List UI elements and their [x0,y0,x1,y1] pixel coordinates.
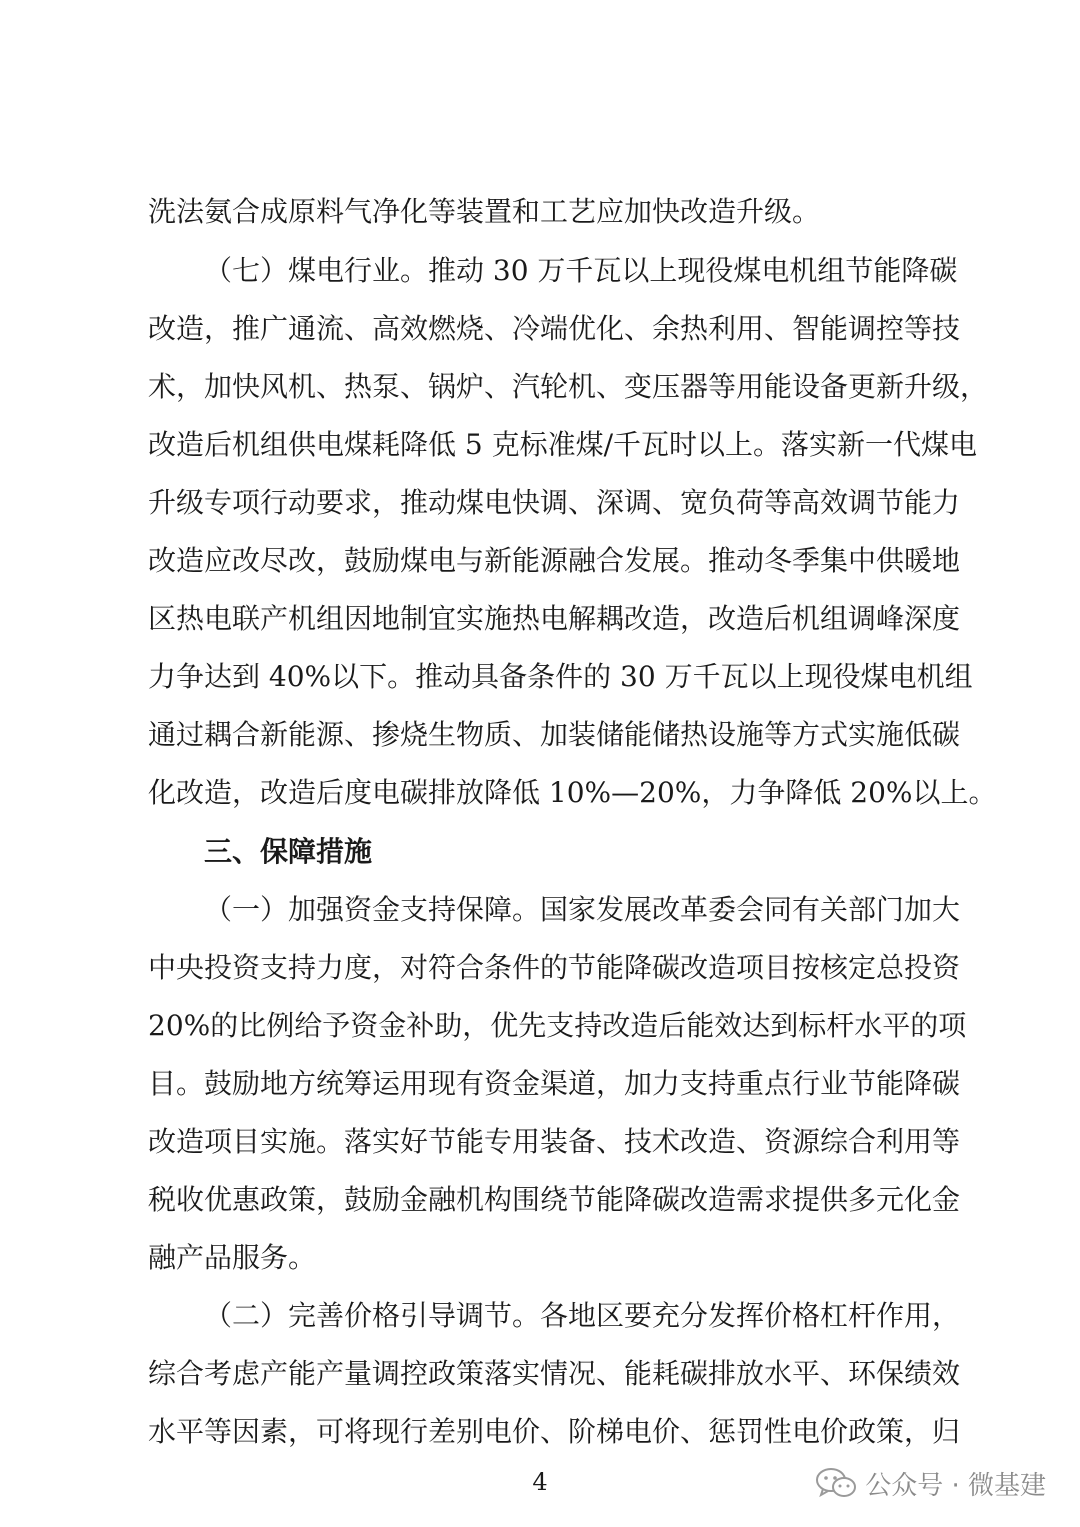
paragraph-line: 税收优惠政策，鼓励金融机构围绕节能降碳改造需求提供多元化金 [148,1183,961,1216]
paragraph-line: 通过耦合新能源、掺烧生物质、加装储能储热设施等方式实施低碳 [148,718,961,751]
page-number: 4 [532,1468,548,1496]
paragraph-line: 改造，推广通流、高效燃烧、冷端优化、余热利用、智能调控等技 [148,312,961,345]
paragraph-line: 综合考虑产能产量调控政策落实情况、能耗碳排放水平、环保绩效 [148,1357,961,1390]
paragraph-line: 升级专项行动要求，推动煤电快调、深调、宽负荷等高效调节能力 [148,486,961,519]
paragraph-line: 水平等因素，可将现行差别电价、阶梯电价、惩罚性电价政策，归 [148,1415,961,1448]
paragraph-line: 融产品服务。 [148,1241,317,1274]
paragraph-line: 改造项目实施。落实好节能专用装备、技术改造、资源综合利用等 [148,1125,961,1158]
paragraph-line: 20%的比例给予资金补助，优先支持改造后能效达到标杆水平的项 [148,1009,967,1042]
paragraph-line: 化改造，改造后度电碳排放降低 10%—20%，力争降低 20%以上。 [148,776,997,809]
subsection-2-heading-line: （二）完善价格引导调节。各地区要充分发挥价格杠杆作用， [204,1299,961,1332]
paragraph-line: 中央投资支持力度，对符合条件的节能降碳改造项目按核定总投资 [148,951,961,984]
watermark-text: 公众号 · 微基建 [865,1470,1046,1501]
section-heading-safeguards: 三、保障措施 [204,835,373,868]
paragraph-line: 目。鼓励地方统筹运用现有资金渠道，加力支持重点行业节能降碳 [148,1067,961,1100]
subsection-1-heading-line: （一）加强资金支持保障。国家发展改革委会同有关部门加大 [204,893,961,926]
paragraph-line: 术，加快风机、热泵、锅炉、汽轮机、变压器等用能设备更新升级， [148,370,989,403]
paragraph-line: 力争达到 40%以下。推动具备条件的 30 万千瓦以上现役煤电机组 [148,660,973,693]
paragraph-line: 改造应改尽改，鼓励煤电与新能源融合发展。推动冬季集中供暖地 [148,544,961,577]
paragraph-line: 改造后机组供电煤耗降低 5 克标准煤/千瓦时以上。落实新一代煤电 [148,428,978,461]
paragraph-line: 洗法氨合成原料气净化等装置和工艺应加快改造升级。 [148,195,821,228]
paragraph-line: 区热电联产机组因地制宜实施热电解耦改造，改造后机组调峰深度 [148,602,961,635]
section-7-heading-line: （七）煤电行业。推动 30 万千瓦以上现役煤电机组节能降碳 [204,254,958,287]
